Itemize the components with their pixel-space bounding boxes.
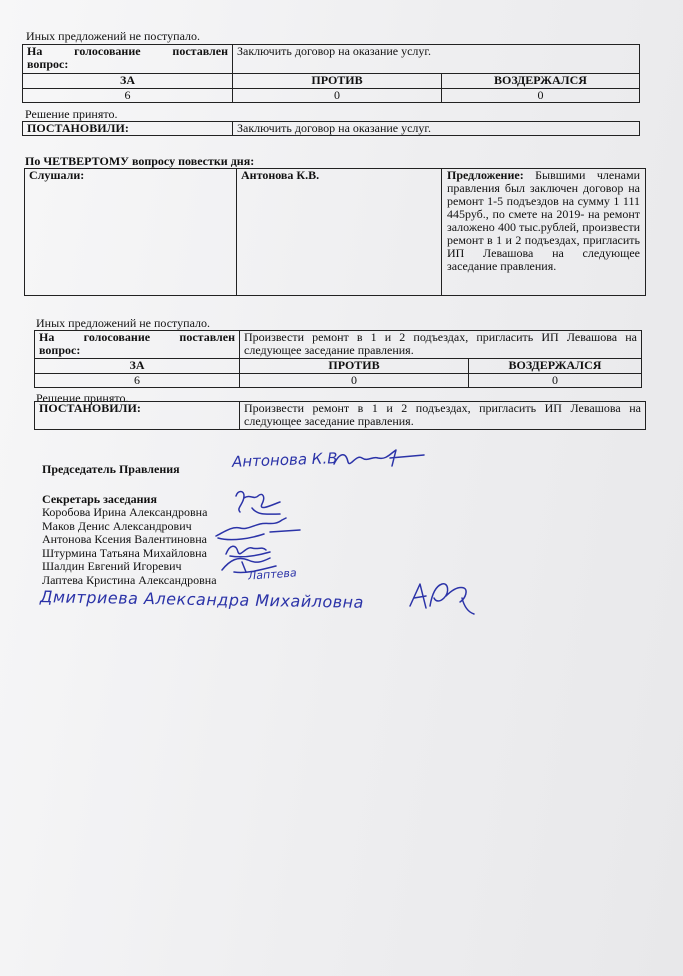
member-handwritten-short: Лаптева xyxy=(247,566,298,583)
section-heading-4: По ЧЕТВЕРТОМУ вопросу повестки дня: xyxy=(25,154,255,168)
proposal-label-4: Предложение: xyxy=(447,168,524,182)
member-list xyxy=(42,506,217,588)
secretary-label: Секретарь заседания xyxy=(42,492,157,506)
member-name: Лаптева Кристина Александровна xyxy=(42,572,217,587)
no-other-proposals-4: Иных предложений не поступало. xyxy=(36,316,210,330)
vote-label-3: На голосование поставлен вопрос: xyxy=(23,45,233,74)
handwritten-member-name: Дмитриева Александра Михайловна xyxy=(39,587,365,612)
vote-label-4: На голосование поставлен вопрос: xyxy=(35,331,240,359)
header-for-3: ЗА xyxy=(23,74,233,89)
member-name: Маков Денис Александрович xyxy=(42,518,192,533)
proposal-text-4: Бывшими членами правления был заключен договор на ремонт 1-5 подъездов на сумму 1 111 445руб., по смете на 2019- на ремонт заложено 400 тыс.рублей, произвести ремонт в 1 и 2 подъездах, пригласить ИП Левашова на следующее заседание правления. xyxy=(447,168,640,273)
resolved-table-3 xyxy=(22,121,640,136)
resolved-label-3: ПОСТАНОВИЛИ: xyxy=(23,122,233,136)
resolved-text-3: Заключить договор на оказание услуг. xyxy=(233,122,640,136)
vote-table-4 xyxy=(34,330,642,388)
proposal-cell-4 xyxy=(442,169,646,296)
member-name: Антонова Ксения Валентиновна xyxy=(42,532,207,547)
member-name: Коробова Ирина Александровна xyxy=(42,505,208,519)
decision-4: Решение принято. xyxy=(36,391,129,405)
value-for-4: 6 xyxy=(35,374,240,388)
value-abstain-3: 0 xyxy=(442,89,640,103)
header-against-4: ПРОТИВ xyxy=(240,359,469,374)
vote-text-4: Произвести ремонт в 1 и 2 подъездах, пригласить ИП Левашова на следующее заседание правления. xyxy=(240,331,642,359)
value-abstain-4: 0 xyxy=(469,374,642,388)
header-for-4: ЗА xyxy=(35,359,240,374)
member-signature-5 xyxy=(402,576,482,618)
resolved-label-4: ПОСТАНОВИЛИ: xyxy=(35,402,240,430)
resolved-table-4 xyxy=(34,401,646,430)
header-against-3: ПРОТИВ xyxy=(233,74,442,89)
member-name: Штурмина Татьяна Михайловна xyxy=(42,545,207,560)
heard-table-4 xyxy=(24,168,646,296)
chair-handwritten-name: Антонова К.В xyxy=(231,449,338,471)
speaker-name-4: Антонова К.В. xyxy=(237,169,442,296)
heard-label-4: Слушали: xyxy=(25,169,237,296)
chair-signature xyxy=(330,446,430,472)
no-other-proposals-3: Иных предложений не поступало. xyxy=(26,29,200,43)
value-against-4: 0 xyxy=(240,374,469,388)
resolved-text-4: Произвести ремонт в 1 и 2 подъездах, пригласить ИП Левашова на следующее заседание правления. xyxy=(240,402,646,430)
chair-label: Председатель Правления xyxy=(42,462,180,476)
member-name: Шалдин Евгений Игоревич xyxy=(42,559,182,574)
value-for-3: 6 xyxy=(23,89,233,103)
decision-3: Решение принято. xyxy=(25,107,118,121)
value-against-3: 0 xyxy=(233,89,442,103)
vote-table-3 xyxy=(22,44,640,103)
vote-text-3: Заключить договор на оказание услуг. xyxy=(233,45,640,74)
header-abstain-3: ВОЗДЕРЖАЛСЯ xyxy=(442,74,640,89)
header-abstain-4: ВОЗДЕРЖАЛСЯ xyxy=(469,359,642,374)
